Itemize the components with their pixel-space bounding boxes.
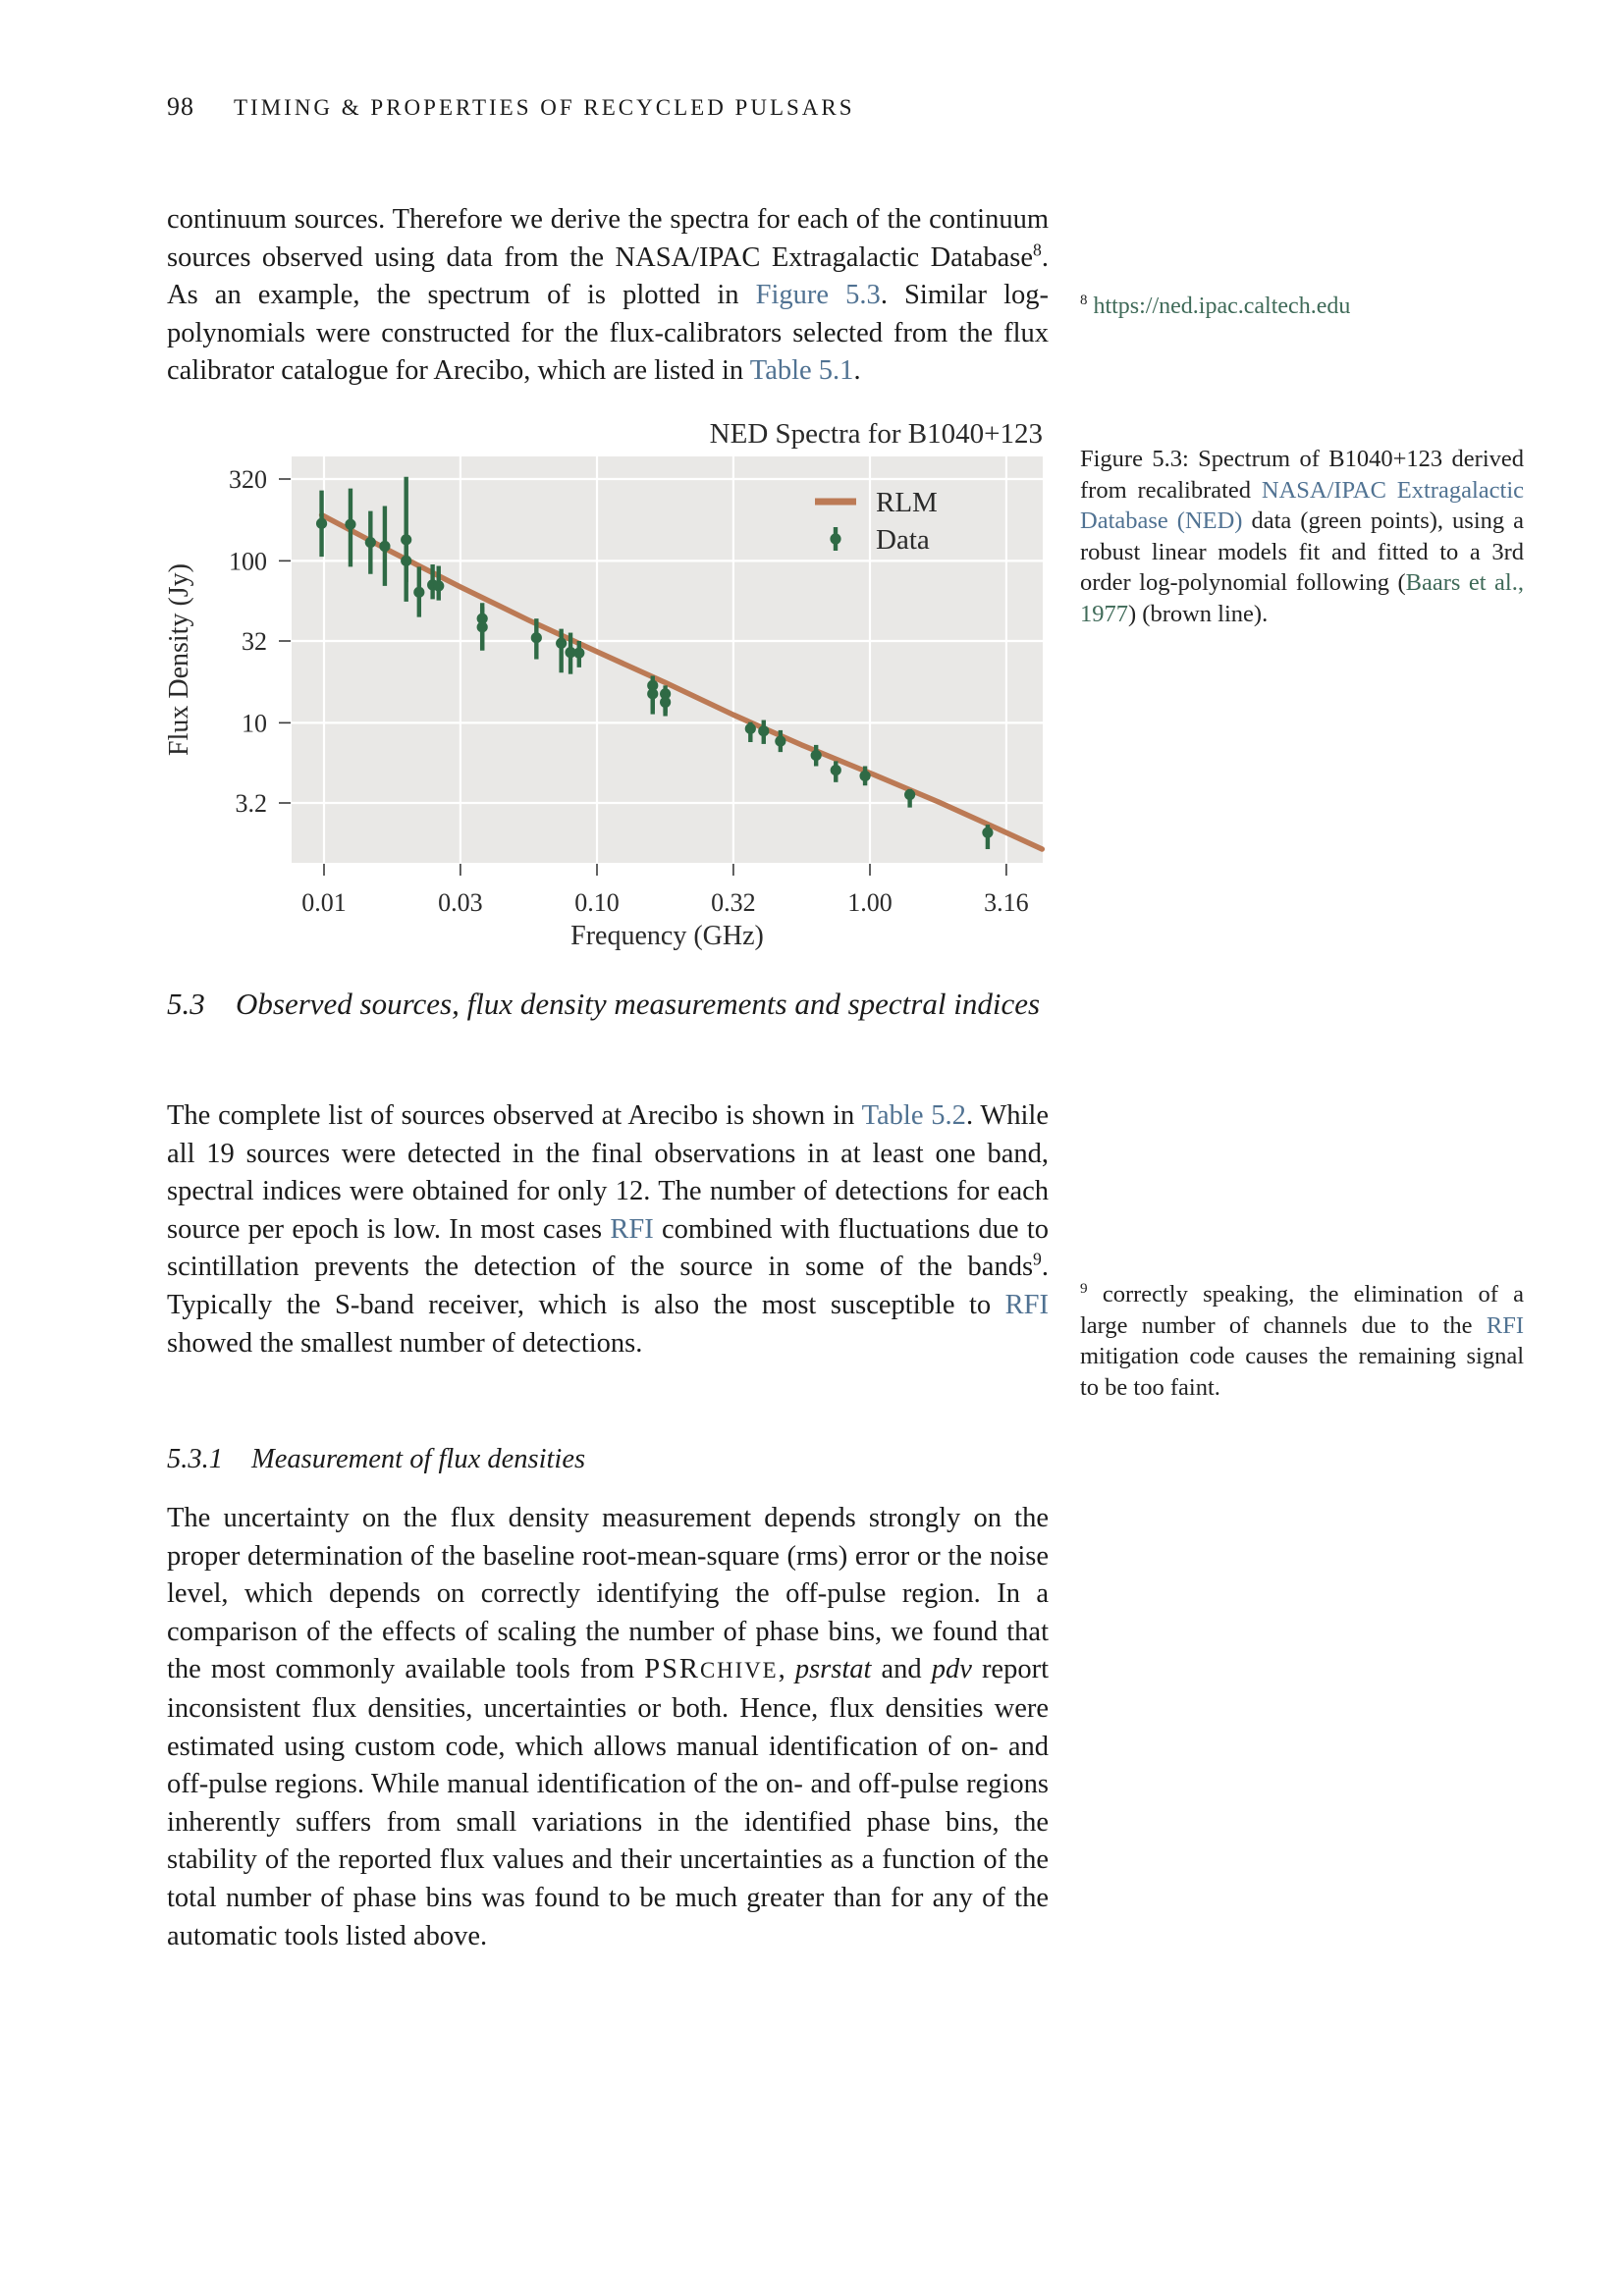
text-run: PSR	[644, 1654, 700, 1685]
cross-reference-link[interactable]: Table 5.2	[861, 1100, 966, 1131]
text-run: CHIVE	[699, 1658, 779, 1683]
section-number: 5.3	[167, 987, 205, 1021]
data-point	[831, 765, 841, 775]
data-point	[745, 723, 756, 734]
x-axis-label: Frequency (GHz)	[570, 921, 764, 951]
paragraph-continuum-sources	[167, 201, 1049, 391]
data-point	[345, 519, 355, 530]
text-run: . While all 19 sources were detected in the final observations in at least one band, spectral indices were obtained for only 12. The number of detections for each source per epoch is low. In most cases	[167, 1100, 1050, 1245]
section-heading-5-3	[167, 984, 1051, 1024]
y-tick-label: 100	[229, 547, 267, 576]
text-run: . As an example, the spectrum of is plotted in	[167, 241, 1049, 311]
page-number: 98	[167, 92, 194, 121]
text-run: and	[871, 1654, 932, 1685]
data-point	[758, 725, 769, 736]
section-title: Observed sources, flux density measurements and spectral indices	[236, 987, 1041, 1021]
running-header	[167, 92, 855, 122]
footnote-marker: 9	[1033, 1249, 1042, 1269]
x-tick-label: 1.00	[847, 888, 893, 917]
text-run: ) (brown line).	[1128, 600, 1269, 627]
y-axis-label: Flux Density (Jy)	[164, 563, 194, 756]
paragraph-flux-measurement	[167, 1500, 1049, 1955]
data-point	[775, 735, 785, 746]
text-run: . Typically the S-band receiver, which is also the most susceptible to	[167, 1252, 1049, 1320]
y-tick-label: 32	[242, 627, 267, 656]
data-point	[477, 621, 488, 632]
data-point	[859, 771, 870, 781]
text-run: combined with fluctuations due to scintillation prevents the detection of the source in some of the bands	[167, 1213, 1049, 1283]
subsection-title: Measurement of flux densities	[251, 1444, 586, 1474]
legend-rlm-label: RLM	[876, 487, 938, 518]
text-run: psrstat	[794, 1654, 872, 1685]
legend-data-label: Data	[876, 524, 930, 556]
chart-title: NED Spectra for B1040+123	[709, 418, 1043, 450]
footnote-marker: 9	[1080, 1279, 1088, 1297]
cross-reference-link[interactable]: RFI	[1486, 1311, 1524, 1339]
data-point	[573, 648, 584, 659]
text-run: continuum sources. Therefore we derive the spectra for each of the continuum sources observed using data from the NASA/IPAC Extragalactic Database	[167, 204, 1049, 273]
data-point	[401, 556, 411, 566]
cross-reference-link[interactable]: RFI	[610, 1213, 654, 1245]
data-point	[531, 632, 542, 643]
data-point	[556, 638, 567, 649]
text-run: The complete list of sources observed at Arecibo is shown in	[167, 1100, 862, 1131]
text-run: .	[853, 355, 861, 387]
text-run: report inconsistent flux densities, uncertainties or both. Hence, flux densities were estimated using custom code, which allows manual identification of on- and off-pulse regions. While manual identification of the on- and off-pulse regions inherently suffers from small variations in the identified phase bins, the stability of the reported flux values and their uncertainties as a function of the total number of phase bins was found to be much greater than for any of the automatic tools listed above.	[167, 1654, 1049, 1951]
footnote-8	[1080, 292, 1524, 323]
data-point	[316, 518, 327, 529]
x-tick-label: 0.32	[711, 888, 756, 917]
text-run: pdv	[931, 1654, 972, 1685]
legend-data-swatch	[830, 533, 840, 544]
text-run: mitigation code causes the remaining signal to be too faint.	[1080, 1343, 1524, 1401]
data-point	[433, 580, 444, 591]
text-run: data (green points), using a robust linear models fit and fitted to a 3rd order log-polynomial following (	[1080, 507, 1525, 596]
running-title: TIMING & PROPERTIES OF RECYCLED PULSARS	[234, 95, 855, 120]
footnote-marker: 8	[1033, 240, 1042, 260]
text-run: ,	[778, 1654, 795, 1685]
text-run: . Similar log-polynomials were constructed for the flux-calibrators selected from the flux calibrator catalogue for Arecibo, which are listed in	[167, 280, 1049, 387]
cross-reference-link[interactable]: NASA/IPAC Extragalactic Database (NED)	[1080, 476, 1524, 534]
data-point	[365, 537, 376, 548]
section-heading-5-3-1	[167, 1441, 1051, 1478]
data-point	[413, 587, 424, 598]
x-tick-label: 0.03	[438, 888, 483, 917]
footnote-9	[1080, 1279, 1524, 1403]
text-run: The uncertainty on the flux density measurement depends strongly on the proper determination of the baseline root-mean-square (rms) error or the noise level, which depends on correctly identifying the off-pulse region. In a comparison of the effects of scaling the number of phase bins, we found that the most commonly available tools from	[167, 1503, 1049, 1685]
cross-reference-link[interactable]: Table 5.1	[749, 355, 854, 387]
x-tick-label: 3.16	[984, 888, 1029, 917]
paragraph-observed-sources	[167, 1097, 1049, 1362]
y-tick-label: 3.2	[235, 789, 267, 818]
figure-5-3-caption	[1080, 444, 1524, 629]
x-tick-label: 0.10	[574, 888, 620, 917]
subsection-number: 5.3.1	[167, 1444, 223, 1474]
data-point	[660, 697, 671, 708]
data-point	[982, 828, 993, 838]
data-point	[379, 541, 390, 552]
cross-reference-link[interactable]: Figure 5.3	[755, 280, 881, 311]
data-point	[811, 750, 822, 761]
cross-reference-link[interactable]: RFI	[1004, 1289, 1049, 1320]
footnote-marker: 8	[1080, 293, 1088, 308]
y-tick-label: 10	[242, 709, 267, 738]
spectrum-chart	[147, 407, 1070, 957]
data-point	[904, 789, 915, 800]
text-run: correctly speaking, the elimination of a large number of channels due to the	[1080, 1281, 1524, 1339]
x-tick-label: 0.01	[301, 888, 347, 917]
y-tick-label: 320	[229, 465, 267, 494]
text-run: showed the smallest number of detections.	[167, 1327, 643, 1359]
data-point	[647, 688, 658, 699]
external-link[interactable]: Baars et al., 1977	[1080, 569, 1524, 627]
external-link[interactable]: https://ned.ipac.caltech.edu	[1093, 294, 1351, 319]
text-run: Figure 5.3: Spectrum of B1040+123 derived from recalibrated	[1080, 446, 1524, 504]
